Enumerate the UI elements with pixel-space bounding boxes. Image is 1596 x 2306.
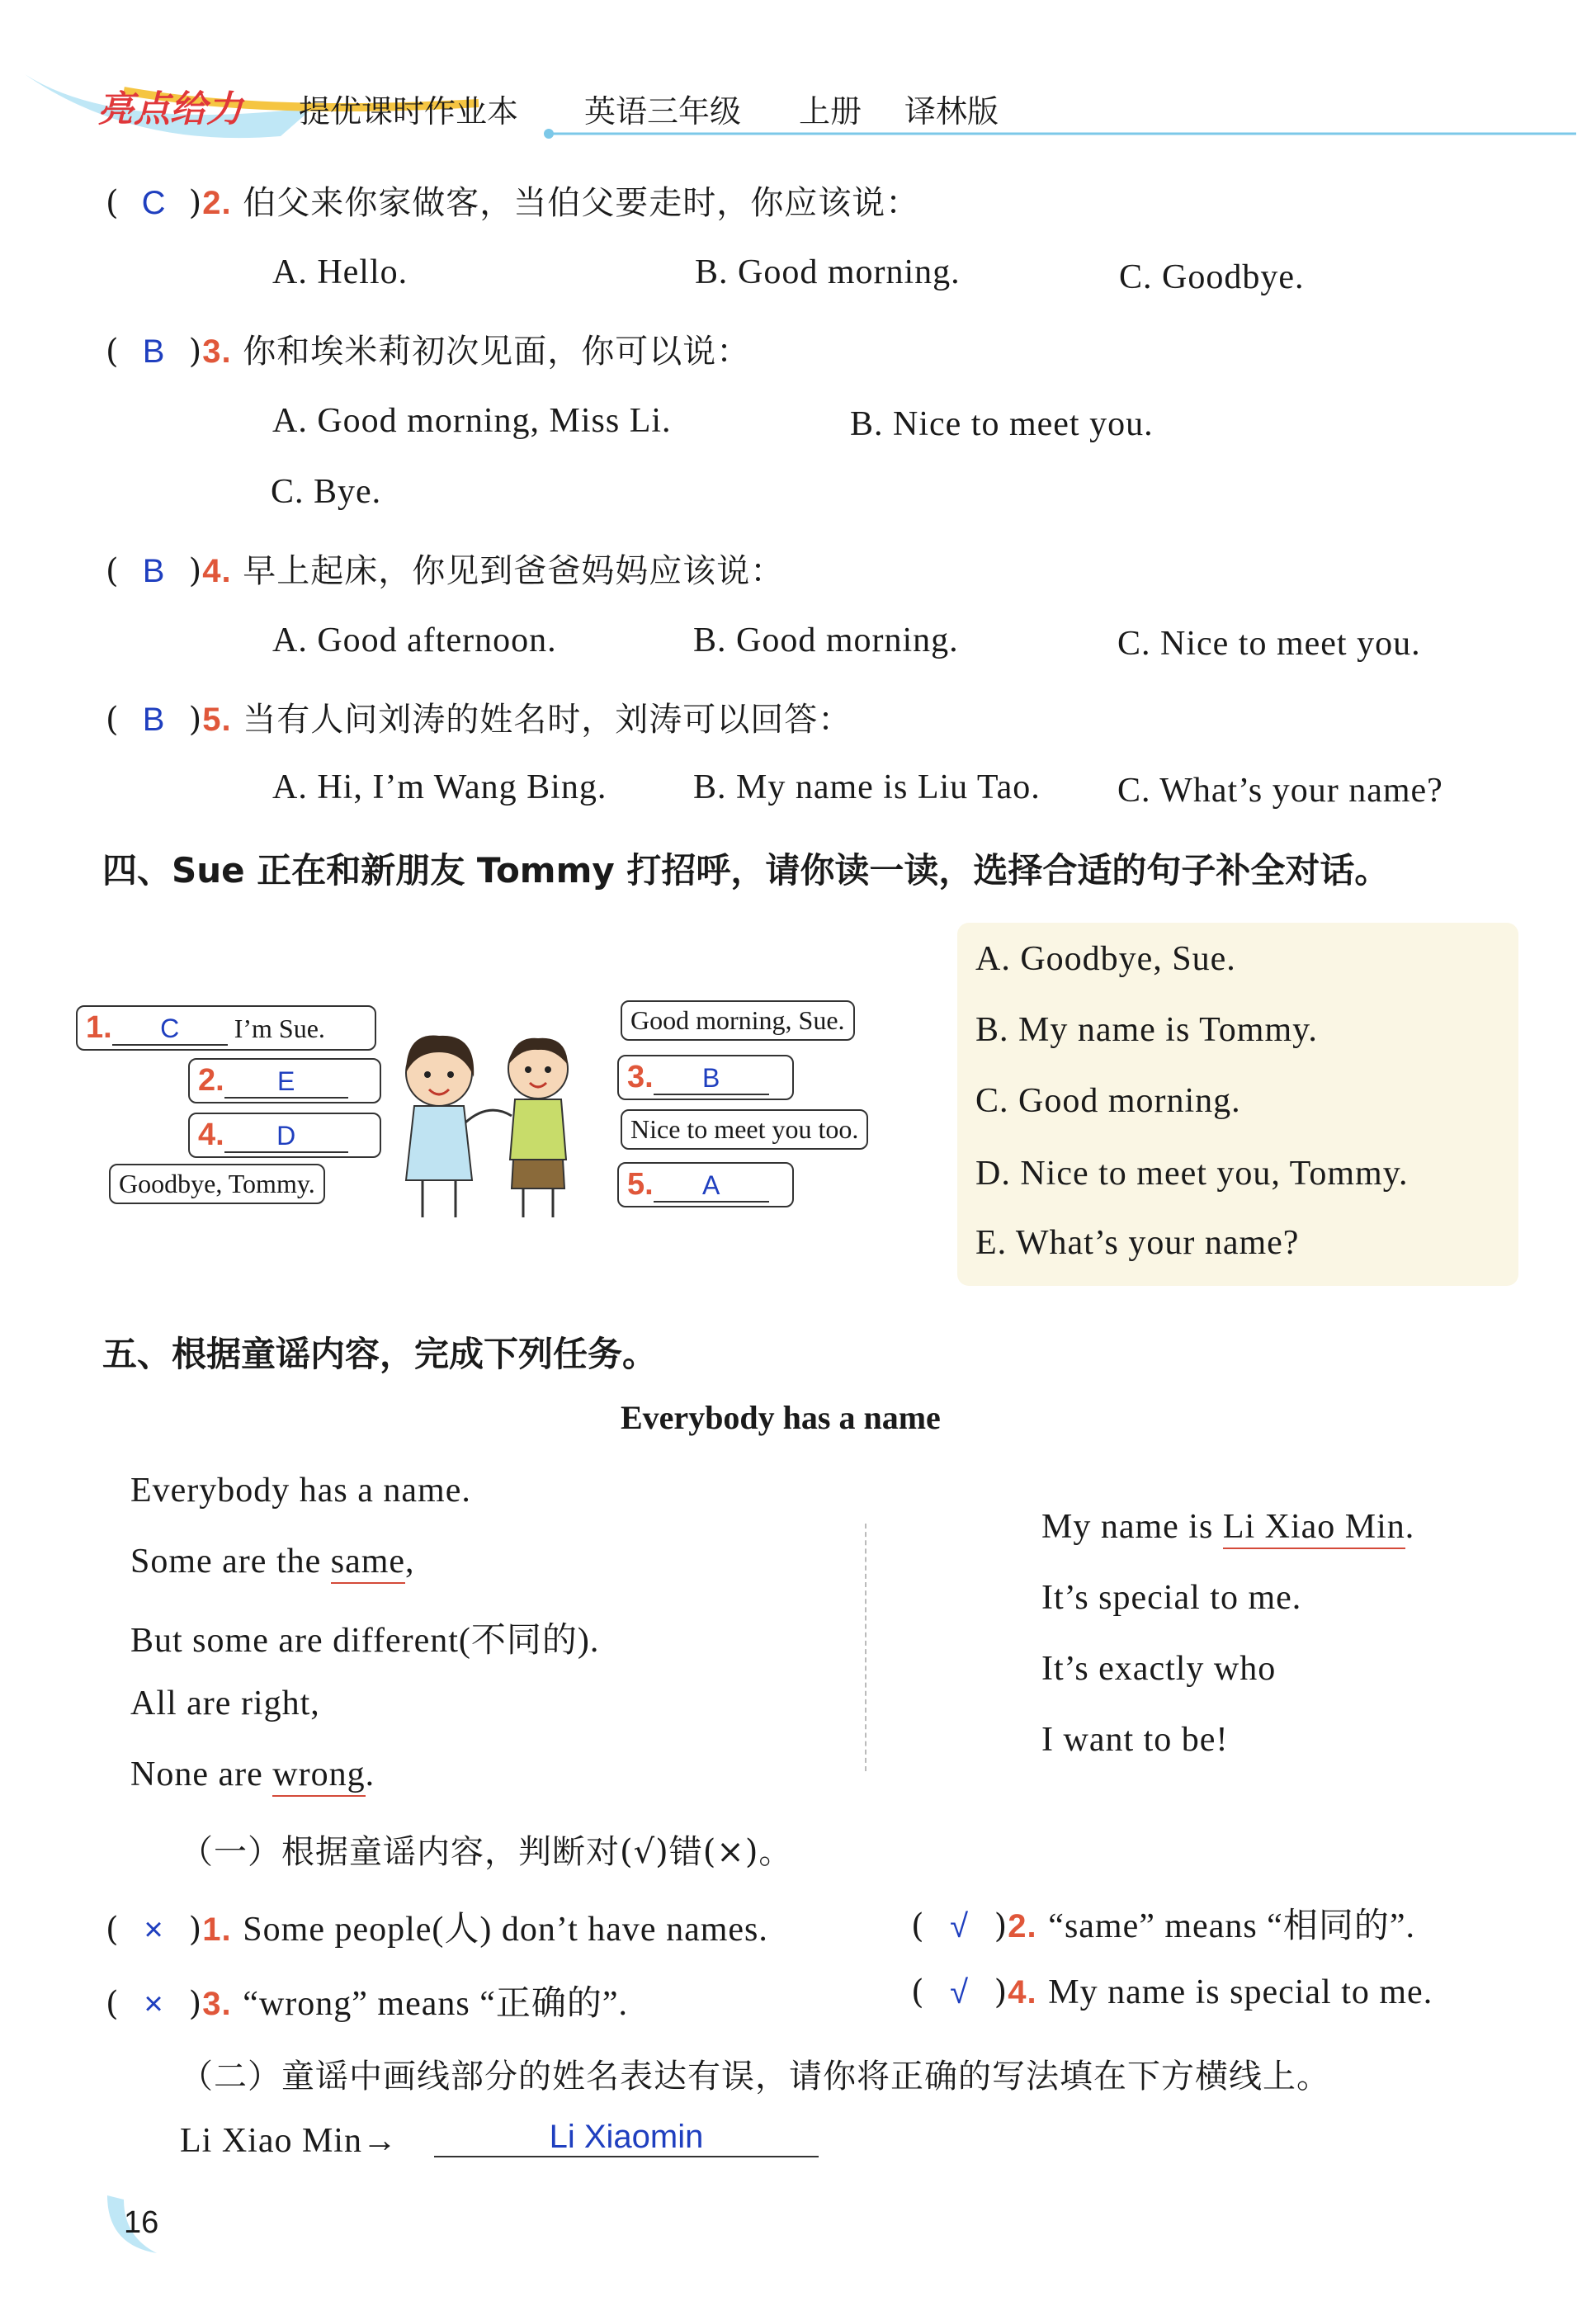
option-d: D. Nice to meet you, Tommy. (975, 1155, 1409, 1193)
underlined-name: Li Xiao Min (1223, 1508, 1405, 1549)
poem-line: It’s special to me. (1041, 1579, 1302, 1617)
poem-divider (865, 1524, 866, 1771)
option-a: A. Good afternoon. (272, 621, 557, 659)
tf-item-3: ( × )3. “wrong” means “正确的”. (106, 1985, 628, 2023)
bubble-4: 4. D (188, 1113, 381, 1158)
header-subtitle: 提优课时作业本 (299, 93, 519, 130)
option-a: A. Goodbye, Sue. (975, 940, 1236, 978)
poem-line: All are right, (130, 1685, 320, 1722)
tf-item-4: ( √ )4. My name is special to me. (911, 1973, 1433, 2011)
question-text: 你和埃米莉初次见面，你可以说： (243, 333, 751, 371)
page-number: 16 (124, 2205, 159, 2240)
answer-mark: B (142, 702, 166, 738)
answer-mark: √ (950, 1974, 970, 2011)
bubble-1: 1. C I’m Sue. (76, 1005, 376, 1051)
option-b: B. Good morning. (695, 253, 961, 291)
section-4-title: 四、Sue 正在和新朋友 Tommy 打招呼，请你读一读，选择合适的句子补全对话。 (102, 850, 1390, 891)
poem-line: Everybody has a name. (130, 1472, 471, 1510)
option-b: B. Good morning. (693, 621, 959, 659)
tf-item-1: ( × )1. Some people(人) don’t have names. (106, 1911, 768, 1949)
answer-mark: B (702, 1063, 720, 1093)
children-illustration-icon (373, 1023, 604, 1222)
bubble-2: 2. E (188, 1058, 381, 1103)
options-box (957, 923, 1518, 1286)
answer-mark: A (702, 1170, 720, 1200)
name-fix-label: Li Xiao Min→ (180, 2122, 398, 2160)
answer-mark: C (141, 185, 167, 221)
option-a: A. Good morning, Miss Li. (272, 402, 672, 440)
option-b: B. My name is Tommy. (975, 1011, 1318, 1049)
poem-line: It’s exactly who (1041, 1650, 1277, 1688)
poem-line: None are wrong. (130, 1755, 375, 1794)
header-edition: 译林版 (904, 93, 999, 130)
bubble-good-morning-sue: Good morning, Sue. (621, 1000, 855, 1041)
header-volume: 上册 (799, 93, 862, 130)
part-1-title: （一）根据童谣内容，判断对(√)错(×)。 (180, 1833, 793, 1871)
tf-item-2: ( √ )2. “same” means “相同的”. (911, 1907, 1415, 1945)
option-c: C. What’s your name? (1117, 772, 1443, 810)
poem-line: Some are the same, (130, 1542, 415, 1581)
bubble-nice-to-meet-you-too: Nice to meet you too. (621, 1109, 868, 1150)
answer-mark: C (160, 1014, 180, 1043)
question-text: 当有人问刘涛的姓名时，刘涛可以回答： (243, 701, 852, 739)
bubble-3: 3. B (617, 1055, 794, 1100)
option-c: C. Goodbye. (1119, 258, 1305, 296)
poem-line: But some are different(不同的). (130, 1622, 600, 1660)
answer-mark: D (276, 1121, 296, 1151)
question-number: 4. (202, 553, 232, 589)
poem-title: Everybody has a name (621, 1399, 941, 1436)
option-c: C. Bye. (271, 473, 382, 511)
name-fix-answer-line (434, 2118, 819, 2157)
question-number: 5. (202, 702, 232, 738)
answer-mark: B (142, 333, 166, 370)
question-text: 早上起床，你见到爸爸妈妈应该说： (243, 552, 785, 590)
part-2-title: （二）童谣中画线部分的姓名表达有误，请你将正确的写法填在下方横线上。 (180, 2058, 1330, 2096)
option-e: E. What’s your name? (975, 1224, 1300, 1262)
option-a: A. Hello. (272, 253, 408, 291)
option-a: A. Hi, I’m Wang Bing. (272, 768, 607, 806)
underlined-word: same (331, 1543, 405, 1584)
option-c: C. Nice to meet you. (1117, 625, 1421, 663)
bubble-goodbye-tommy: Goodbye, Tommy. (109, 1164, 325, 1204)
mcq-item-4: ( B )4. 早上起床，你见到爸爸妈妈应该说： (106, 552, 785, 590)
underlined-word: wrong (272, 1755, 365, 1797)
answer-mark: E (277, 1066, 295, 1096)
question-text: 伯父来你家做客，当伯父要走时，你应该说： (243, 184, 920, 222)
option-b: B. My name is Liu Tao. (693, 768, 1041, 806)
question-number: 3. (202, 333, 232, 370)
option-b: B. Nice to meet you. (850, 405, 1154, 443)
mcq-item-5: ( B )5. 当有人问刘涛的姓名时，刘涛可以回答： (106, 701, 852, 739)
question-number: 2. (202, 185, 232, 221)
answer-mark: × (144, 1911, 164, 1948)
mcq-item-3: ( B )3. 你和埃米莉初次见面，你可以说： (106, 333, 751, 371)
answer-mark: B (142, 553, 166, 589)
mcq-item-2: ( C )2. 伯父来你家做客，当伯父要走时，你应该说： (106, 184, 920, 222)
brand-logo: 亮点给力 (97, 88, 243, 130)
section-5-title: 五、根据童谣内容，完成下列任务。 (102, 1334, 658, 1374)
option-c: C. Good morning. (975, 1082, 1241, 1120)
answer-mark: Li Xiaomin (549, 2119, 704, 2155)
bubble-5: 5. A (617, 1162, 794, 1207)
answer-mark: × (144, 1986, 164, 2022)
poem-line: My name is Li Xiao Min. (1041, 1507, 1414, 1547)
answer-mark: √ (950, 1908, 970, 1945)
poem-line: I want to be! (1041, 1721, 1229, 1759)
header-grade: 英语三年级 (584, 93, 742, 130)
